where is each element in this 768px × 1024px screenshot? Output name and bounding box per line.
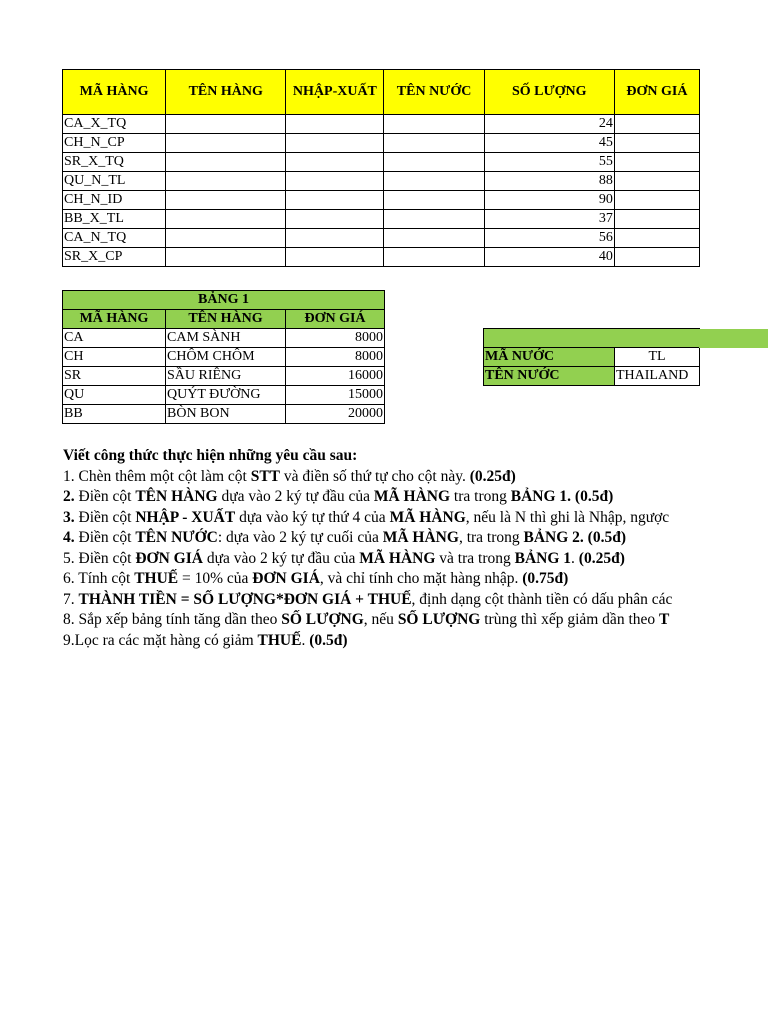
bang1-cell-code[interactable]: CH — [63, 348, 166, 367]
bang1-cell-code[interactable]: CA — [63, 329, 166, 348]
cell-nhap-xuat[interactable] — [286, 210, 384, 229]
cell-nhap-xuat[interactable] — [286, 172, 384, 191]
cell-don-gia[interactable] — [614, 115, 699, 134]
bang1-cell-price[interactable]: 15000 — [286, 386, 385, 405]
bang2-title-cell[interactable] — [484, 329, 700, 348]
bang1-title[interactable]: BẢNG 1 — [63, 291, 385, 310]
table-row — [63, 248, 700, 267]
cell-ten-nuoc[interactable] — [384, 172, 484, 191]
header-nhap-xuat[interactable]: NHẬP-XUẤT — [286, 70, 384, 115]
cell-ten-nuoc[interactable] — [384, 134, 484, 153]
table-row — [63, 115, 700, 134]
bang2-label-ten-nuoc[interactable]: TÊN NƯỚC — [484, 367, 615, 386]
cell-so-luong[interactable]: 55 — [484, 153, 614, 172]
table-row — [63, 134, 700, 153]
cell-ma-hang[interactable]: CH_N_ID — [63, 191, 166, 210]
bang1-cell-price[interactable]: 8000 — [286, 348, 385, 367]
bang1-cell-price[interactable]: 16000 — [286, 367, 385, 386]
cell-ma-hang[interactable]: SR_X_TQ — [63, 153, 166, 172]
cell-so-luong[interactable]: 88 — [484, 172, 614, 191]
table-row — [63, 367, 385, 386]
instructions-heading: Viết công thức thực hiện những yêu cầu sau: — [63, 447, 358, 464]
instruction-5: 5. Điền cột ĐƠN GIÁ dựa vào 2 ký tự đầu của MÃ HÀNG và tra trong BẢNG 1. (0.25đ) — [63, 549, 625, 567]
bang2-label-ma-nuoc[interactable]: MÃ NƯỚC — [484, 348, 615, 367]
bang1-cell-name[interactable]: CHÔM CHÔM — [166, 348, 286, 367]
cell-ten-nuoc[interactable] — [384, 210, 484, 229]
instruction-3: 3. Điền cột NHẬP - XUẤT dựa vào ký tự thứ 4 của MÃ HÀNG, nếu là N thì ghi là Nhập, ngược — [63, 508, 670, 526]
cell-so-luong[interactable]: 90 — [484, 191, 614, 210]
cell-ten-hang[interactable] — [166, 229, 286, 248]
cell-don-gia[interactable] — [614, 134, 699, 153]
table-row — [484, 367, 700, 386]
bang1-cell-name[interactable]: BÒN BON — [166, 405, 286, 424]
cell-ma-hang[interactable]: SR_X_CP — [63, 248, 166, 267]
bang1-title-row — [63, 291, 385, 310]
table-row — [63, 405, 385, 424]
bang1-table — [62, 290, 385, 424]
cell-ten-nuoc[interactable] — [384, 229, 484, 248]
cell-so-luong[interactable]: 56 — [484, 229, 614, 248]
cell-nhap-xuat[interactable] — [286, 191, 384, 210]
cell-don-gia[interactable] — [614, 172, 699, 191]
cell-ma-hang[interactable]: QU_N_TL — [63, 172, 166, 191]
table-row — [63, 210, 700, 229]
cell-nhap-xuat[interactable] — [286, 229, 384, 248]
cell-ten-nuoc[interactable] — [384, 115, 484, 134]
cell-nhap-xuat[interactable] — [286, 115, 384, 134]
cell-ten-hang[interactable] — [166, 153, 286, 172]
bang1-header-ma-hang[interactable]: MÃ HÀNG — [63, 310, 166, 329]
bang1-cell-name[interactable]: QUÝT ĐƯỜNG — [166, 386, 286, 405]
main-table — [62, 69, 700, 267]
cell-so-luong[interactable]: 40 — [484, 248, 614, 267]
cell-nhap-xuat[interactable] — [286, 248, 384, 267]
cell-ten-hang[interactable] — [166, 191, 286, 210]
cell-don-gia[interactable] — [614, 248, 699, 267]
table-row — [63, 191, 700, 210]
instruction-7: 7. THÀNH TIỀN = SỐ LƯỢNG*ĐƠN GIÁ + THUẾ, định dạng cột thành tiền có dấu phân các — [63, 590, 673, 608]
cell-ten-hang[interactable] — [166, 134, 286, 153]
bang1-cell-code[interactable]: BB — [63, 405, 166, 424]
bang2-title-extension — [699, 329, 768, 348]
cell-don-gia[interactable] — [614, 229, 699, 248]
cell-don-gia[interactable] — [614, 210, 699, 229]
cell-ten-hang[interactable] — [166, 172, 286, 191]
header-ten-hang[interactable]: TÊN HÀNG — [166, 70, 286, 115]
header-so-luong[interactable]: SỐ LƯỢNG — [484, 70, 614, 115]
cell-so-luong[interactable]: 37 — [484, 210, 614, 229]
cell-ten-hang[interactable] — [166, 210, 286, 229]
table-row — [63, 153, 700, 172]
table-row — [63, 348, 385, 367]
cell-don-gia[interactable] — [614, 153, 699, 172]
bang1-header-don-gia[interactable]: ĐƠN GIÁ — [286, 310, 385, 329]
bang2-table — [483, 328, 700, 386]
bang1-header-row — [63, 310, 385, 329]
instruction-2: 2. Điền cột TÊN HÀNG dựa vào 2 ký tự đầu của MÃ HÀNG tra trong BẢNG 1. (0.5đ) — [63, 488, 614, 505]
cell-ten-hang[interactable] — [166, 115, 286, 134]
header-ten-nuoc[interactable]: TÊN NƯỚC — [384, 70, 484, 115]
table-row — [63, 172, 700, 191]
bang2-title-row — [484, 329, 700, 348]
instruction-6: 6. Tính cột THUẾ = 10% của ĐƠN GIÁ, và chỉ tính cho mặt hàng nhập. (0.75đ) — [63, 570, 569, 587]
bang1-cell-price[interactable]: 20000 — [286, 405, 385, 424]
cell-ma-hang[interactable]: CH_N_CP — [63, 134, 166, 153]
instruction-8: 8. Sắp xếp bảng tính tăng dần theo SỐ LƯỢNG, nếu SỐ LƯỢNG trùng thì xếp giảm dần theo T — [63, 611, 670, 628]
table-row — [63, 386, 385, 405]
instruction-4: 4. Điền cột TÊN NƯỚC: dựa vào 2 ký tự cuối của MÃ HÀNG, tra trong BẢNG 2. (0.5đ) — [63, 529, 626, 546]
cell-ten-nuoc[interactable] — [384, 248, 484, 267]
cell-nhap-xuat[interactable] — [286, 153, 384, 172]
table-row — [63, 229, 700, 248]
instruction-1: 1. Chèn thêm một cột làm cột STT và điền số thứ tự cho cột này. (0.25đ) — [63, 467, 516, 485]
cell-nhap-xuat[interactable] — [286, 134, 384, 153]
bang1-cell-name[interactable]: SẦU RIÊNG — [166, 367, 286, 386]
main-table-header-row — [63, 70, 700, 115]
bang1-header-ten-hang[interactable]: TÊN HÀNG — [166, 310, 286, 329]
header-don-gia[interactable]: ĐƠN GIÁ — [614, 70, 699, 115]
header-ma-hang[interactable]: MÃ HÀNG — [63, 70, 166, 115]
cell-ma-hang[interactable]: CA_N_TQ — [63, 229, 166, 248]
table-row — [63, 329, 385, 348]
cell-so-luong[interactable]: 45 — [484, 134, 614, 153]
cell-don-gia[interactable] — [614, 191, 699, 210]
cell-so-luong[interactable]: 24 — [484, 115, 614, 134]
bang1-cell-price[interactable]: 8000 — [286, 329, 385, 348]
cell-ma-hang[interactable]: BB_X_TL — [63, 210, 166, 229]
cell-ten-nuoc[interactable] — [384, 153, 484, 172]
table-row — [484, 348, 700, 367]
bang2-value-ten-nuoc[interactable]: THAILAND — [615, 367, 700, 386]
cell-ten-nuoc[interactable] — [384, 191, 484, 210]
bang1-cell-code[interactable]: SR — [63, 367, 166, 386]
bang1-cell-name[interactable]: CAM SÀNH — [166, 329, 286, 348]
cell-ten-hang[interactable] — [166, 248, 286, 267]
instructions-block — [63, 446, 703, 651]
cell-ma-hang[interactable]: CA_X_TQ — [63, 115, 166, 134]
bang1-cell-code[interactable]: QU — [63, 386, 166, 405]
bang2-value-ma-nuoc[interactable]: TL — [615, 348, 700, 367]
instruction-9: 9.Lọc ra các mặt hàng có giảm THUẾ. (0.5đ) — [63, 631, 348, 649]
